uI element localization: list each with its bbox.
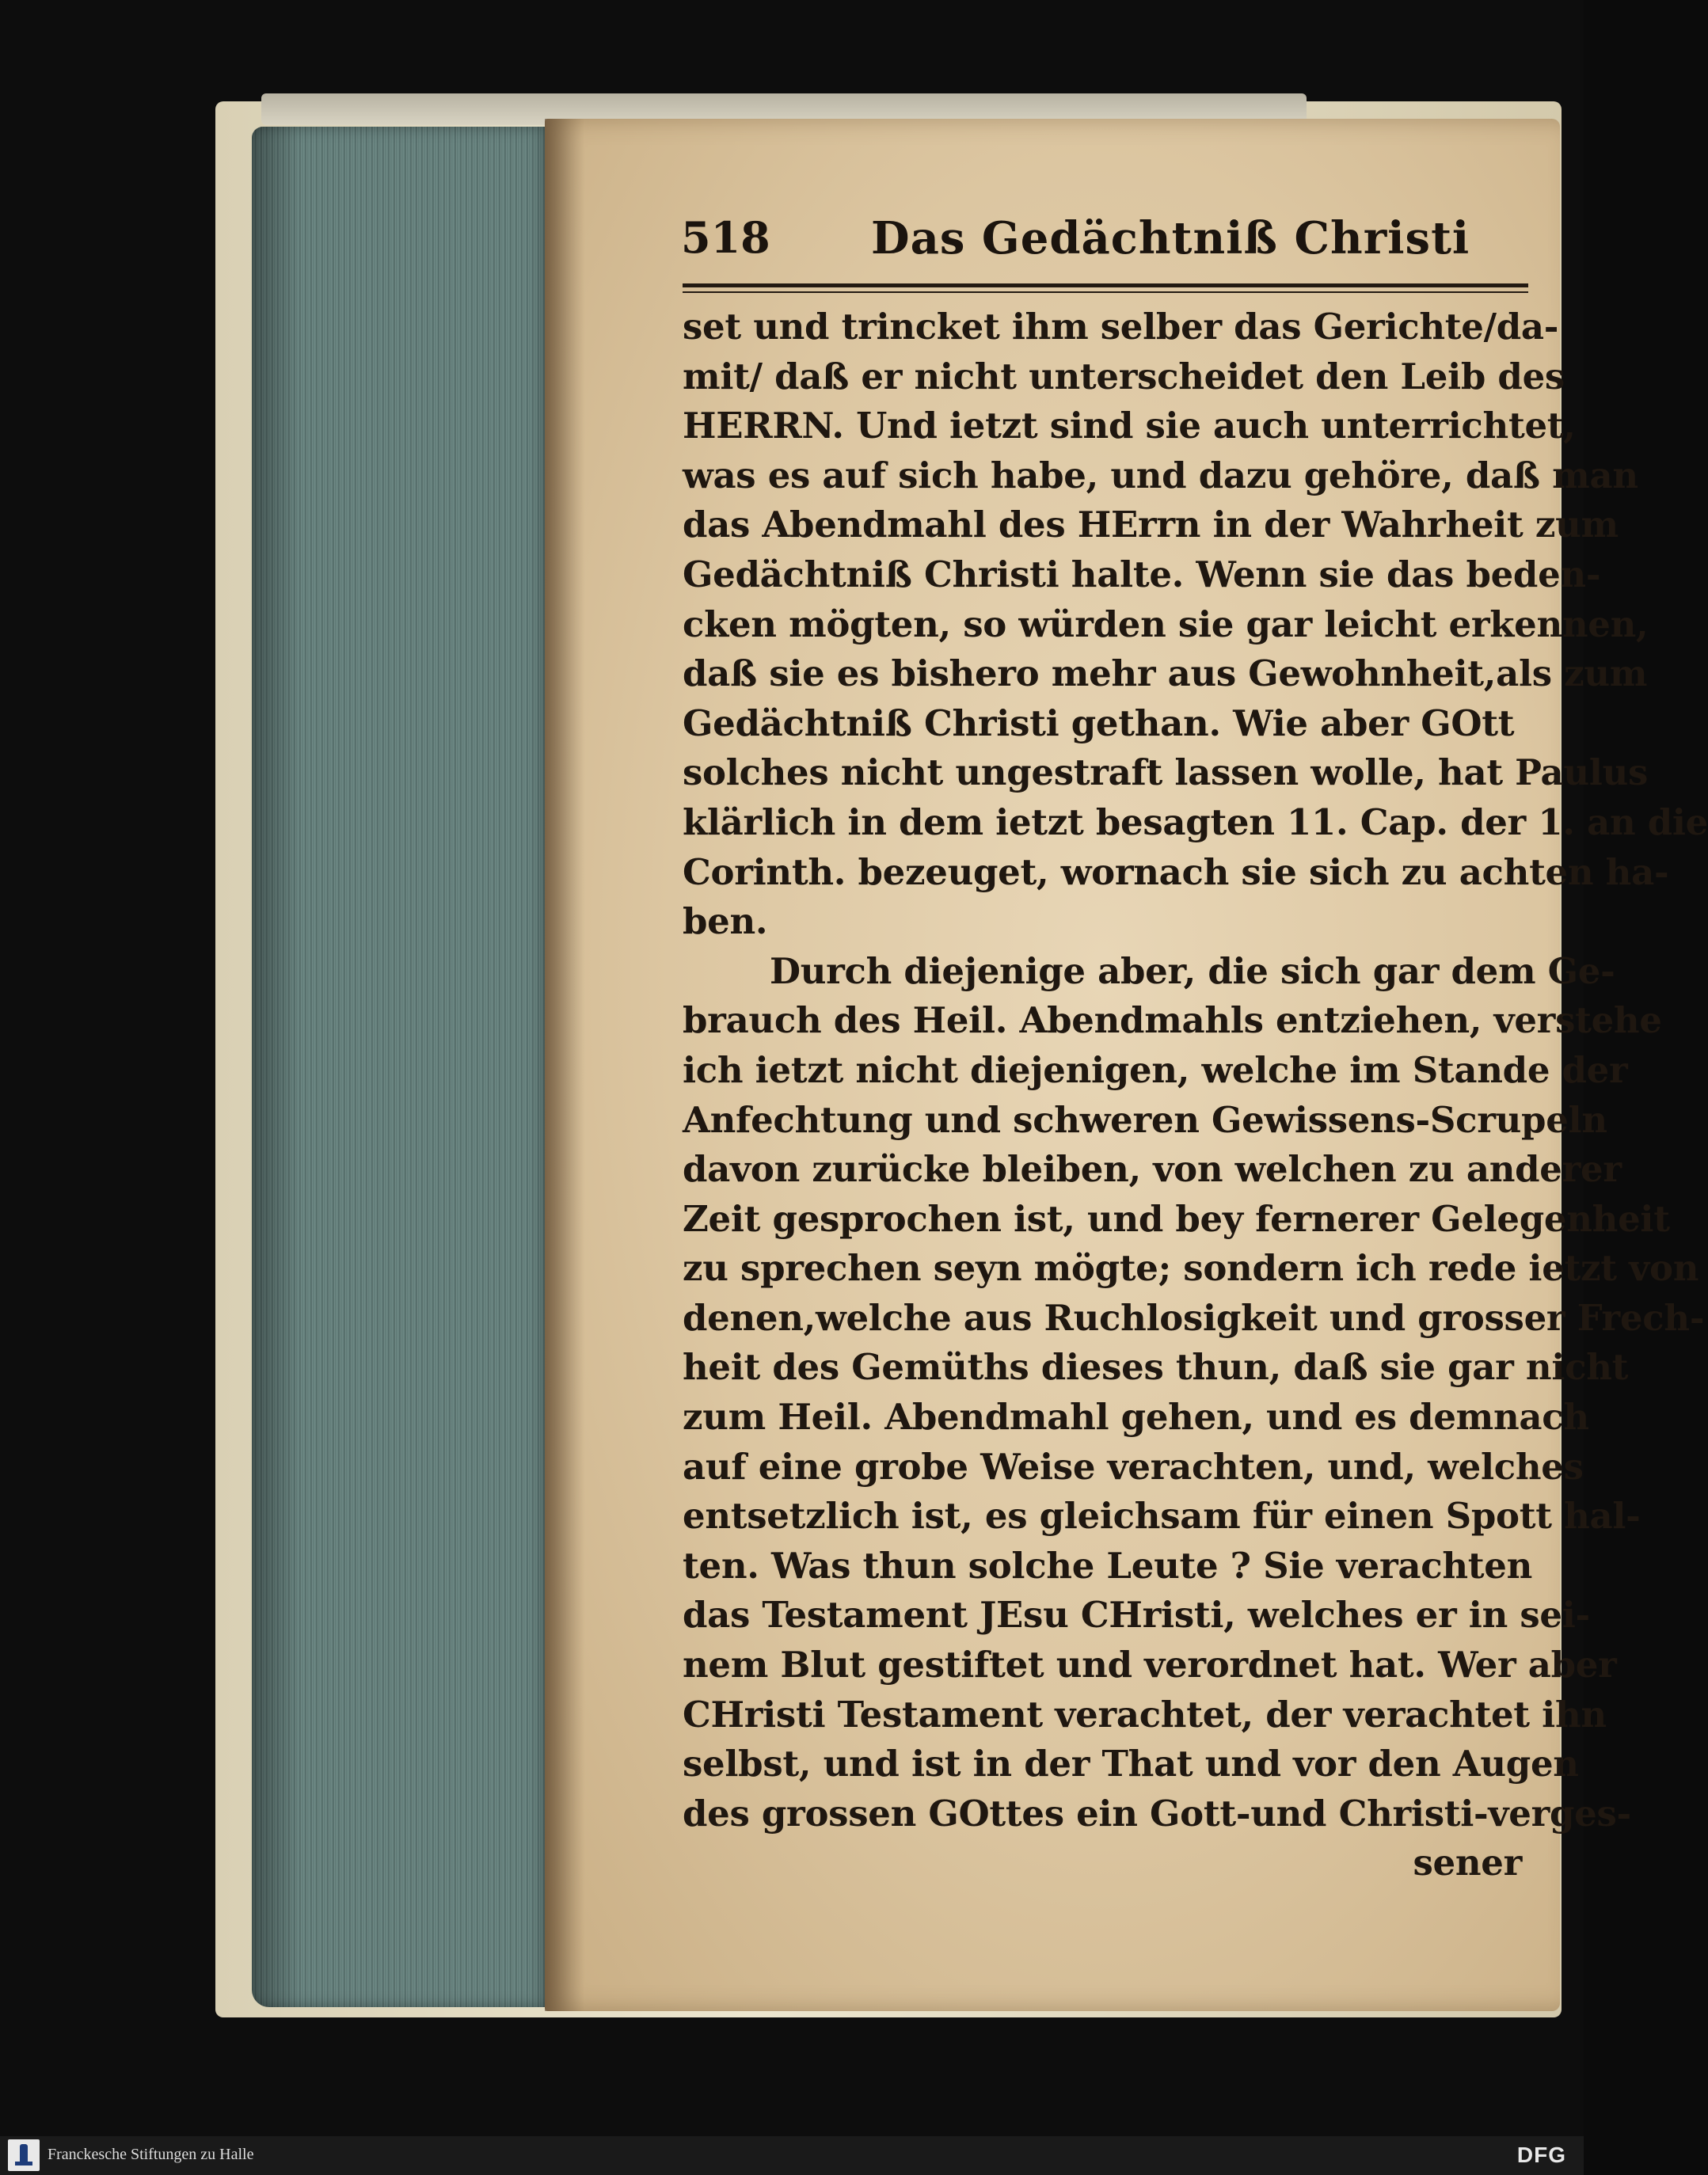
text-line: das Abendmahl des HErrn in der Wahrheit zum [683,504,1619,546]
text-line: zum Heil. Abendmahl gehen, und es demnach [683,1396,1589,1439]
header-rule [683,283,1528,287]
text-line: ten. Was thun solche Leute ? Sie verachten [683,1544,1533,1587]
institution-logo-icon [8,2139,40,2171]
running-head: Das Gedächtniß Christi [871,212,1470,264]
text-line: zu sprechen seyn mögte; sondern ich rede ietzt von [683,1247,1699,1290]
text-line: des grossen GOttes ein Gott-und Christi-verges- [683,1792,1631,1835]
text-line: daß sie es bishero mehr aus Gewohnheit,als zum [683,652,1648,695]
text-line: solches nicht ungestraft lassen wolle, hat Paulus [683,751,1649,794]
page-block-shadow [252,127,299,2007]
page-gutter-shadow [545,119,584,2011]
text-line: nem Blut gestiftet und verordnet hat. Wer aber [683,1644,1617,1686]
header-rule-thin [683,291,1528,293]
text-line: davon zurücke bleiben, von welchen zu anderer [683,1148,1622,1191]
text-line: ich ietzt nicht diejenigen, welche im Stande der [683,1048,1628,1091]
text-line: set und trincket ihm selber das Gerichte/da- [683,306,1559,348]
text-line: Corinth. bezeuget, wornach sie sich zu achten ha- [683,850,1669,893]
text-line: ben. [683,900,768,943]
text-line: denen,welche aus Ruchlosigkeit und grosser Frech- [683,1296,1705,1339]
text-line: heit des Gemüths dieses thun, daß sie gar nicht [683,1346,1629,1389]
text-line: entsetzlich ist, es gleichsam für einen Spott hal- [683,1495,1641,1538]
text-line: mit/ daß er nicht unterscheidet den Leib des [683,355,1565,397]
text-line: was es auf sich habe, und dazu gehöre, daß man [683,454,1638,496]
text-line: selbst, und ist in der That und vor den Augen [683,1743,1579,1785]
dfg-logo: DFG [1516,2143,1566,2167]
text-line: klärlich in dem ietzt besagten 11. Cap. der 1. an die [683,800,1708,843]
page-header [681,212,1528,283]
text-line: brauch des Heil. Abendmahls entziehen, verstehe [683,999,1662,1042]
text-line: CHristi Testament verachtet, der verachtet ihn [683,1693,1607,1736]
text-line: Zeit gesprochen ist, und bey fernerer Gelegenheit [683,1197,1670,1240]
viewer-footer [0,2136,1584,2175]
text-line: HERRN. Und ietzt sind sie auch unterrichtet, [683,405,1576,447]
text-line: das Testament JEsu CHristi, welches er in sei- [683,1594,1590,1637]
catchword: sener [1413,1842,1522,1884]
text-line: Gedächtniß Christi gethan. Wie aber GOtt [683,702,1515,744]
text-line: Anfechtung und schweren Gewissens-Scrupeln [683,1098,1607,1141]
page-body-text [683,302,1708,1888]
text-line: Durch diejenige aber, die sich gar dem Ge- [770,949,1615,992]
text-line: Gedächtniß Christi halte. Wenn sie das beden- [683,553,1601,595]
institution-name: Franckesche Stiftungen zu Halle [48,2146,254,2163]
text-line: auf eine grobe Weise verachten, und, welches [683,1445,1584,1488]
page-number: 518 [681,212,770,263]
text-line: cken mögten, so würden sie gar leicht erkennen, [683,603,1649,645]
